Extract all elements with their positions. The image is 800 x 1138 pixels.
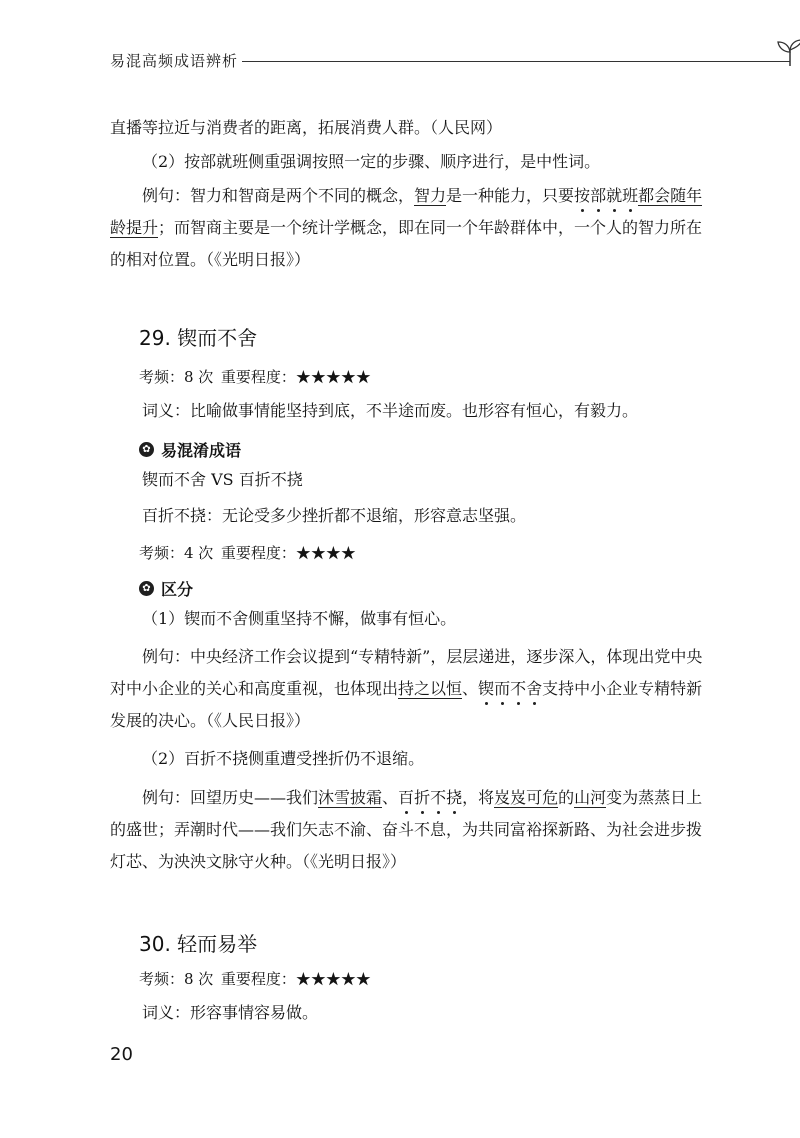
importance-label: 重要程度： bbox=[220, 544, 296, 562]
dotted-idiom bbox=[398, 788, 462, 807]
point-2: （2）按部就班侧重强调按照一定的步骤、顺序进行，是中性词。 bbox=[142, 152, 601, 171]
example-text: 变为蒸蒸日上的盛世；弄潮时代——我们矢志不渝、奋斗不息，为共同富裕探新路、为社会进步拨灯芯、为泱泱文脉守火种。（《光明日报》） bbox=[110, 788, 703, 871]
frequency: 考频：4 次 bbox=[139, 544, 214, 562]
page-number: 20 bbox=[110, 1044, 133, 1065]
emphasis-dot-char: 按 bbox=[574, 186, 591, 205]
dotted-idiom bbox=[574, 186, 638, 205]
emphasis-dot-char: 班 bbox=[622, 186, 639, 205]
dotted-idiom bbox=[478, 679, 542, 698]
sprout-icon bbox=[776, 36, 800, 66]
importance-label: 重要程度： bbox=[220, 970, 296, 988]
emphasis-dot-char: 百 bbox=[398, 788, 415, 807]
emphasis-dot-char: 锲 bbox=[478, 679, 495, 698]
importance-label: 重要程度： bbox=[220, 368, 296, 386]
emphasis-dot-char: 就 bbox=[606, 186, 623, 205]
gear-badge-icon: ✿ bbox=[139, 442, 154, 457]
underlined-phrase: 岌岌可危 bbox=[494, 788, 559, 807]
entry-title: 29. 锲而不舍 bbox=[139, 326, 258, 350]
entry-title: 30. 轻而易举 bbox=[139, 932, 258, 956]
frequency-line bbox=[139, 366, 371, 387]
example-text: 例句：回望历史——我们 bbox=[142, 788, 319, 807]
emphasis-dot-char: 不 bbox=[430, 788, 447, 807]
emphasis-dot-char: 折 bbox=[414, 788, 431, 807]
header-rule bbox=[242, 61, 790, 62]
point-1: （1）锲而不舍侧重坚持不懈，做事有恒心。 bbox=[142, 609, 457, 628]
gear-badge-icon: ✿ bbox=[139, 581, 154, 596]
point-2: （2）百折不挠侧重遭受挫折仍不退缩。 bbox=[142, 749, 425, 768]
example-sentence bbox=[110, 641, 705, 737]
frequency: 考频：8 次 bbox=[139, 368, 214, 386]
example-text: 是一种能力，只要 bbox=[446, 186, 575, 205]
alt-definition: 百折不挠：无论受多少挫折都不退缩，形容意志坚强。 bbox=[142, 506, 527, 525]
importance-stars: ★★★★★ bbox=[295, 368, 371, 386]
example-text: 的 bbox=[558, 788, 575, 807]
heading-text: 区分 bbox=[161, 580, 194, 599]
emphasis-dot-char: 而 bbox=[494, 679, 511, 698]
heading-text: 易混淆成语 bbox=[161, 441, 242, 460]
running-header bbox=[110, 50, 700, 72]
underlined-phrase: 都会随年龄提升 bbox=[110, 186, 703, 237]
example-text: 例句：中央经济工作会议提到“专精特新”，层层递进，逐步深入，体现出党中央对中小企业的关心和高度重视，也体现出 bbox=[110, 647, 703, 698]
underlined-phrase: 沐雪披霜 bbox=[318, 788, 383, 807]
definition: 词义：形容事情容易做。 bbox=[142, 1003, 319, 1022]
text-line: 直播等拉近与消费者的距离，拓展消费人群。（人民网） bbox=[110, 118, 503, 137]
importance-stars: ★★★★ bbox=[295, 544, 356, 562]
confusable-heading bbox=[139, 438, 241, 461]
importance-stars: ★★★★★ bbox=[295, 970, 371, 988]
example-sentence bbox=[110, 180, 705, 276]
emphasis-dot-char: 部 bbox=[590, 186, 607, 205]
example-text: 支持中小企业专精特新发展的决心。（《人民日报》） bbox=[110, 679, 703, 730]
distinguish-heading bbox=[139, 577, 193, 600]
emphasis-dot-char: 舍 bbox=[526, 679, 543, 698]
underlined-phrase: 山河 bbox=[574, 788, 607, 807]
emphasis-dot-char: 挠 bbox=[446, 788, 463, 807]
example-text: ；而智商主要是一个统计学概念，即在同一个年龄群体中，一个人的智力所在的相对位置。（《光明日报》） bbox=[110, 218, 703, 269]
emphasis-dot-char: 不 bbox=[510, 679, 527, 698]
frequency-line bbox=[139, 968, 371, 989]
example-sentence bbox=[110, 782, 705, 878]
frequency: 考频：8 次 bbox=[139, 970, 214, 988]
underlined-phrase: 持之以恒 bbox=[398, 679, 463, 698]
underlined-phrase: 智力 bbox=[414, 186, 447, 205]
example-text: 、 bbox=[462, 679, 479, 698]
example-text: 例句：智力和智商是两个不同的概念， bbox=[142, 186, 415, 205]
comparison: 锲而不舍 VS 百折不挠 bbox=[142, 470, 303, 489]
definition: 词义：比喻做事情能坚持到底，不半途而废。也形容有恒心，有毅力。 bbox=[142, 401, 639, 420]
example-text: ，将 bbox=[462, 788, 495, 807]
example-text: 、 bbox=[382, 788, 399, 807]
alt-frequency-line bbox=[139, 542, 356, 563]
header-title: 易混高频成语辨析 bbox=[110, 52, 239, 70]
